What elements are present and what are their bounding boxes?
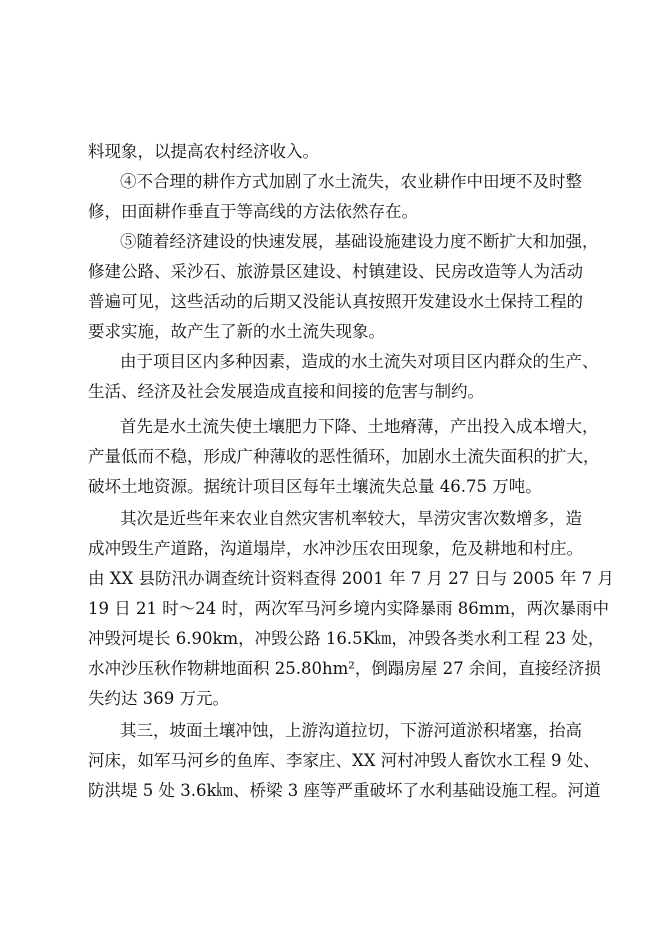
text-line: 首先是水土流失使土壤肥力下降、土地瘠薄，产出投入成本增大， [120, 417, 599, 436]
text-line: 失约达 369 万元。 [88, 689, 229, 708]
text-line: 要求实施，故产生了新的水土流失现象。 [88, 322, 385, 341]
text-line: 其次是近些年来农业自然灾害机率较大，旱涝灾害次数增多，造 [120, 509, 582, 528]
text-line: 修建公路、采沙石、旅游景区建设、村镇建设、民房改造等人为活动 [88, 262, 583, 281]
text-line: 成冲毁生产道路，沟道塌岸，水冲沙压农田现象，危及耕地和村庄。 [88, 539, 583, 558]
text-line: 由 XX 县防汛办调查统计资料查得 2001 年 7 月 27 日与 2005 年 7 月 [88, 569, 614, 588]
text-line: 破坏土地资源。据统计项目区每年土壤流失总量 46.75 万吨。 [88, 477, 542, 496]
text-line: ⑤随着经济建设的快速发展，基础设施建设力度不断扩大和加强， [120, 232, 599, 251]
text-line: 修，田面耕作垂直于等高线的方法依然存在。 [88, 202, 418, 221]
text-line: 料现象，以提高农村经济收入。 [88, 142, 319, 161]
text-line: 防洪堤 5 处 3.6k㎞、桥梁 3 座等严重破坏了水利基础设施工程。河道 [88, 781, 601, 800]
text-line: ④不合理的耕作方式加剧了水土流失，农业耕作中田埂不及时整 [120, 172, 582, 191]
text-line: 19 日 21 时～24 时，两次军马河乡境内实降暴雨 86mm，两次暴雨中 [88, 599, 609, 618]
text-line: 水冲沙压秋作物耕地面积 25.80hm²，倒蹋房屋 27 余间，直接经济损 [88, 659, 601, 678]
text-line: 生活、经济及社会发展造成直接和间接的危害与制约。 [88, 382, 484, 401]
text-line: 普遍可见，这些活动的后期又没能认真按照开发建设水土保持工程的 [88, 292, 583, 311]
text-line: 冲毁河堤长 6.90km，冲毁公路 16.5K㎞，冲毁各类水利工程 23 处， [88, 629, 605, 648]
text-line: 由于项目区内多种因素，造成的水土流失对项目区内群众的生产、 [120, 352, 599, 371]
text-line: 河床，如军马河乡的鱼库、李家庄、XX 河村冲毁人畜饮水工程 9 处、 [88, 751, 600, 770]
text-line: 其三，坡面土壤冲蚀，上游沟道拉切，下游河道淤积堵塞，抬高 [120, 721, 582, 740]
text-line: 产量低而不稳，形成广种薄收的恶性循环，加剧水土流失面积的扩大， [88, 447, 600, 466]
